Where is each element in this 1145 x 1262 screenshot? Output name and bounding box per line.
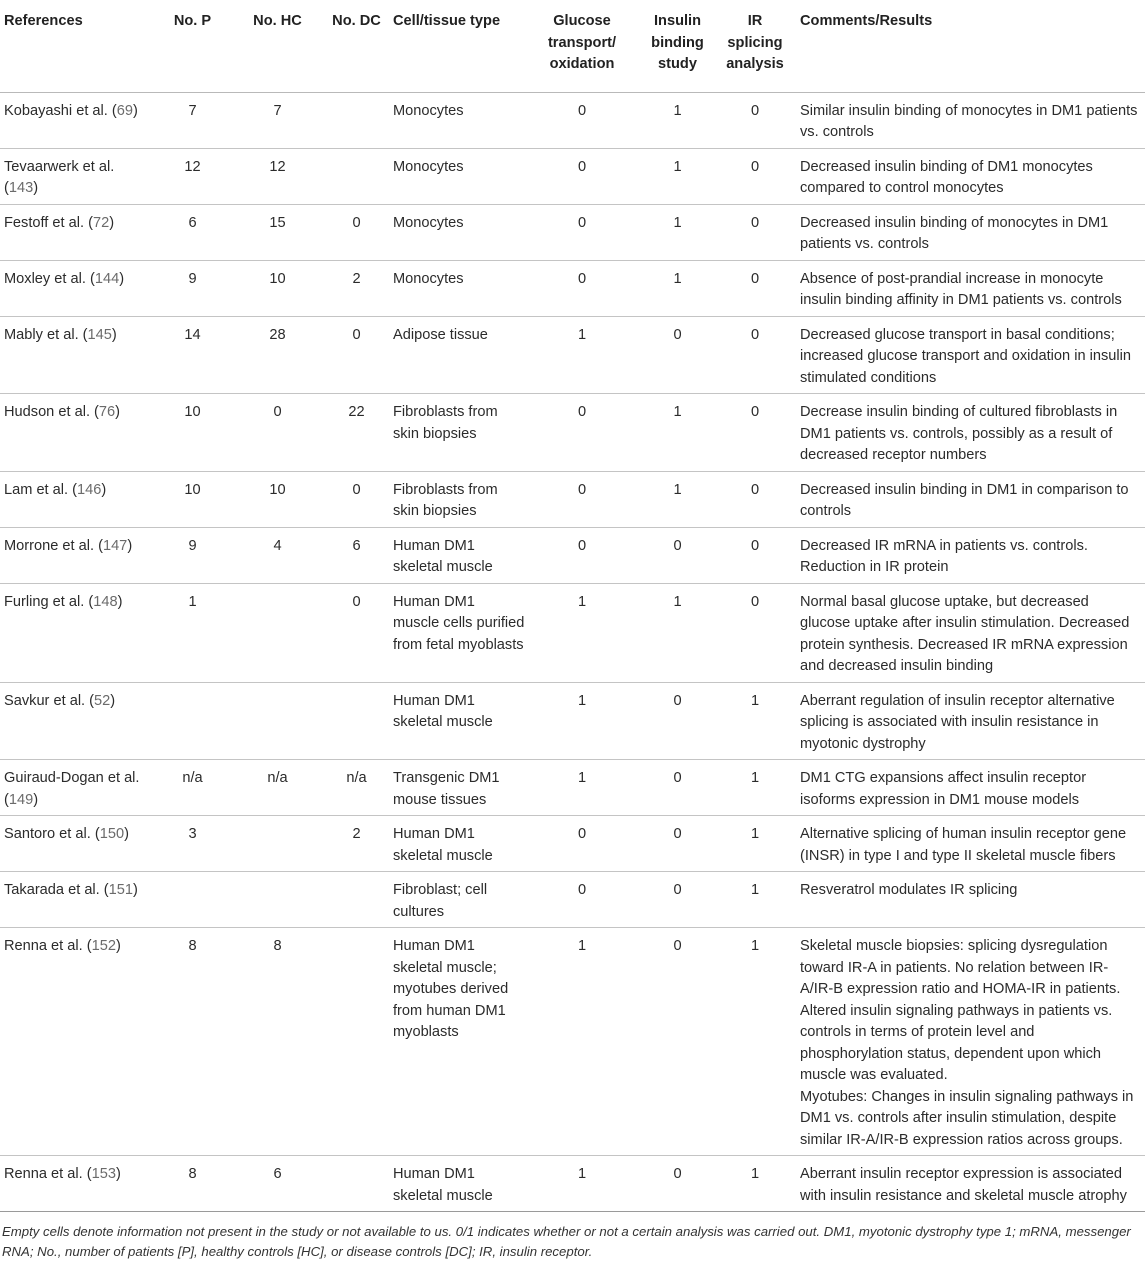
header-references: References [0, 0, 150, 92]
cell-reference [0, 816, 150, 872]
cell-glucose: 1 [533, 583, 631, 682]
comment-text-continued: Myotubes: Changes in insulin signaling pathways in DM1 vs. controls after insulin stimulation, despite similar IR-A/IR-B expression ratios across groups. [800, 1088, 1134, 1148]
reference-paren: ) [124, 826, 129, 842]
reference-paren: ) [127, 537, 133, 554]
citation-link[interactable]: 144 [94, 270, 120, 287]
cell-ir-splicing: 1 [724, 928, 786, 1156]
cell-tissue-type: Human DM1 skeletal muscle [393, 1156, 533, 1212]
citation-link[interactable]: 72 [92, 214, 110, 231]
cell-no-dc: 0 [320, 583, 393, 682]
cell-no-dc: 6 [320, 527, 393, 583]
cell-no-p: 6 [150, 204, 235, 260]
table-header-row [0, 0, 1145, 92]
cell-tissue-type: Human DM1 muscle cells purified from fetal myoblasts [393, 583, 533, 682]
cell-comments [786, 148, 1145, 204]
cell-insulin-binding: 1 [631, 148, 724, 204]
table-row [0, 928, 1145, 1156]
citation-link[interactable]: 149 [8, 791, 34, 808]
cell-comments [786, 583, 1145, 682]
cell-insulin-binding: 1 [631, 583, 724, 682]
comment-text: Alternative splicing of human insulin receptor gene (INSR) in type I and type II skeletal muscle fibers [800, 826, 1127, 864]
cell-no-dc: 0 [320, 471, 393, 527]
cell-glucose: 1 [533, 760, 631, 816]
comment-text: Similar insulin binding of monocytes in DM1 patients vs. controls [800, 102, 1138, 140]
comment-text: Aberrant regulation of insulin receptor alternative splicing is associated with insulin resistance in myotonic dystrophy [800, 692, 1115, 752]
citation-link[interactable]: 148 [93, 593, 118, 610]
cell-reference [0, 316, 150, 394]
table-row [0, 260, 1145, 316]
cell-tissue-type: Human DM1 skeletal muscle [393, 527, 533, 583]
cell-glucose: 0 [533, 148, 631, 204]
cell-insulin-binding: 0 [631, 872, 724, 928]
cell-comments [786, 204, 1145, 260]
cell-insulin-binding: 1 [631, 471, 724, 527]
cell-glucose: 1 [533, 682, 631, 760]
reference-paren: ) [119, 270, 125, 287]
cell-reference [0, 204, 150, 260]
cell-reference [0, 148, 150, 204]
comment-text: DM1 CTG expansions affect insulin receptor isoforms expression in DM1 mouse models [800, 770, 1087, 808]
header-no-p: No. P [150, 0, 235, 92]
cell-no-hc: 6 [235, 1156, 320, 1212]
cell-no-p: 8 [150, 928, 235, 1156]
cell-insulin-binding: 0 [631, 760, 724, 816]
cell-comments [786, 471, 1145, 527]
reference-paren: ) [111, 326, 117, 343]
cell-no-hc [235, 816, 320, 872]
cell-no-dc [320, 148, 393, 204]
reference-authors: Hudson et al. ( [4, 404, 99, 420]
comment-text: Decreased insulin binding in DM1 in comparison to controls [800, 481, 1129, 519]
cell-no-p: 10 [150, 471, 235, 527]
cell-tissue-type: Fibroblasts from skin biopsies [393, 394, 533, 472]
cell-no-dc: 0 [320, 316, 393, 394]
cell-no-p: n/a [150, 760, 235, 816]
reference-paren: ) [117, 593, 123, 610]
cell-glucose: 0 [533, 394, 631, 472]
cell-no-dc: 0 [320, 204, 393, 260]
cell-no-dc: 2 [320, 260, 393, 316]
cell-no-dc: 2 [320, 816, 393, 872]
table-row [0, 316, 1145, 394]
cell-ir-splicing: 0 [724, 316, 786, 394]
reference-paren: ) [101, 481, 107, 498]
cell-ir-splicing: 0 [724, 471, 786, 527]
cell-no-hc [235, 872, 320, 928]
table-row [0, 760, 1145, 816]
reference-authors: Kobayashi et al. ( [4, 102, 117, 119]
cell-comments [786, 260, 1145, 316]
cell-ir-splicing: 0 [724, 148, 786, 204]
header-no-hc: No. HC [235, 0, 320, 92]
comment-text: Normal basal glucose uptake, but decreased glucose uptake after insulin stimulation. Decreased protein synthesis. Decreased IR mRNA expression and decreased insulin binding [800, 593, 1130, 674]
cell-tissue-type: Human DM1 skeletal muscle [393, 816, 533, 872]
cell-tissue-type: Monocytes [393, 92, 533, 148]
cell-reference [0, 471, 150, 527]
comment-text: Decreased IR mRNA in patients vs. controls. Reduction in IR protein [800, 537, 1088, 575]
reference-paren: ) [133, 102, 138, 119]
cell-no-hc [235, 583, 320, 682]
reference-paren: ) [109, 214, 115, 231]
cell-no-p: 3 [150, 816, 235, 872]
cell-glucose: 0 [533, 527, 631, 583]
reference-paren: ) [33, 791, 39, 808]
reference-authors: Takarada et al. ( [4, 882, 109, 898]
cell-reference [0, 760, 150, 816]
citation-link[interactable]: 151 [108, 882, 134, 898]
reference-paren: ) [115, 1166, 121, 1182]
cell-no-dc [320, 682, 393, 760]
cell-tissue-type: Monocytes [393, 204, 533, 260]
cell-glucose: 0 [533, 204, 631, 260]
cell-no-dc [320, 92, 393, 148]
cell-reference [0, 682, 150, 760]
reference-authors: Guiraud-Dogan et al. ( [4, 770, 140, 808]
cell-ir-splicing: 0 [724, 527, 786, 583]
cell-no-hc: 0 [235, 394, 320, 472]
cell-no-hc: 7 [235, 92, 320, 148]
cell-no-dc: n/a [320, 760, 393, 816]
cell-ir-splicing: 0 [724, 92, 786, 148]
cell-no-p: 8 [150, 1156, 235, 1212]
cell-insulin-binding: 1 [631, 394, 724, 472]
cell-reference [0, 260, 150, 316]
cell-no-p [150, 872, 235, 928]
citation-link[interactable]: 76 [98, 404, 116, 420]
reference-paren: ) [133, 882, 138, 898]
citation-link[interactable]: 145 [87, 326, 112, 343]
reference-authors: Santoro et al. ( [4, 826, 100, 842]
cell-ir-splicing: 0 [724, 260, 786, 316]
cell-no-hc: n/a [235, 760, 320, 816]
cell-comments [786, 682, 1145, 760]
reference-authors: Morrone et al. ( [4, 537, 103, 554]
cell-reference [0, 583, 150, 682]
comment-text: Skeletal muscle biopsies: splicing dysregulation toward IR-A in patients. No relation between IR-A/IR-B expression ratio and HOMA-IR in patients. Altered insulin signaling pathways in patients vs. controls in terms of protein level and phosphorylation status, dependent upon which muscle was evaluated. [800, 938, 1121, 1083]
table-body [0, 92, 1145, 1212]
cell-no-p [150, 682, 235, 760]
table-footnote: Empty cells denote information not present in the study or not available to us. 0/1 indicates whether or not a certain analysis was carried out. DM1, myotonic dystrophy type 1; mRNA, messenger RNA; No., number of patients [P], healthy controls [HC], or disease controls [DC]; IR, insulin receptor. [2, 1224, 1131, 1259]
reference-authors: Mably et al. ( [4, 326, 88, 343]
cell-tissue-type: Adipose tissue [393, 316, 533, 394]
cell-ir-splicing: 0 [724, 204, 786, 260]
cell-reference [0, 928, 150, 1156]
cell-comments [786, 1156, 1145, 1212]
cell-comments [786, 394, 1145, 472]
cell-ir-splicing: 0 [724, 394, 786, 472]
cell-insulin-binding: 1 [631, 204, 724, 260]
cell-ir-splicing: 1 [724, 760, 786, 816]
table-row [0, 394, 1145, 472]
citation-link[interactable]: 152 [91, 938, 116, 954]
cell-glucose: 0 [533, 260, 631, 316]
cell-no-p: 9 [150, 527, 235, 583]
cell-no-p: 9 [150, 260, 235, 316]
cell-glucose: 1 [533, 1156, 631, 1212]
cell-no-dc: 22 [320, 394, 393, 472]
cell-no-dc [320, 928, 393, 1156]
cell-tissue-type: Monocytes [393, 260, 533, 316]
header-insulin: Insulin binding study [631, 0, 724, 92]
cell-reference [0, 394, 150, 472]
cell-insulin-binding: 0 [631, 1156, 724, 1212]
comment-text: Aberrant insulin receptor expression is associated with insulin resistance and skeletal muscle atrophy [800, 1166, 1127, 1204]
cell-ir-splicing: 0 [724, 583, 786, 682]
reference-authors: Tevaarwerk et al. ( [4, 158, 115, 196]
citation-link[interactable]: 150 [99, 826, 125, 842]
cell-comments [786, 928, 1145, 1156]
cell-comments [786, 92, 1145, 148]
table-row [0, 92, 1145, 148]
cell-ir-splicing: 1 [724, 1156, 786, 1212]
cell-reference [0, 527, 150, 583]
cell-no-hc: 8 [235, 928, 320, 1156]
cell-insulin-binding: 1 [631, 92, 724, 148]
cell-insulin-binding: 0 [631, 928, 724, 1156]
cell-reference [0, 872, 150, 928]
cell-insulin-binding: 0 [631, 527, 724, 583]
cell-glucose: 0 [533, 471, 631, 527]
table-row [0, 872, 1145, 928]
comment-text: Decrease insulin binding of cultured fibroblasts in DM1 patients vs. controls, possibly as a result of decreased receptor numbers [800, 404, 1118, 463]
header-comments: Comments/Results [786, 0, 1145, 92]
comment-text: Resveratrol modulates IR splicing [800, 882, 1018, 898]
table-row [0, 583, 1145, 682]
cell-glucose: 0 [533, 872, 631, 928]
cell-no-hc: 10 [235, 471, 320, 527]
reference-paren: ) [115, 404, 121, 420]
comment-text: Decreased insulin binding of DM1 monocytes compared to control monocytes [800, 158, 1093, 196]
table-row [0, 816, 1145, 872]
table-row [0, 471, 1145, 527]
cell-no-dc [320, 1156, 393, 1212]
cell-tissue-type: Fibroblasts from skin biopsies [393, 471, 533, 527]
cell-no-p: 1 [150, 583, 235, 682]
cell-tissue-type: Transgenic DM1 mouse tissues [393, 760, 533, 816]
table-row [0, 682, 1145, 760]
cell-no-hc: 15 [235, 204, 320, 260]
reference-authors: Savkur et al. ( [4, 692, 95, 709]
cell-tissue-type: Human DM1 skeletal muscle; myotubes derived from human DM1 myoblasts [393, 928, 533, 1156]
cell-comments [786, 316, 1145, 394]
table-row [0, 204, 1145, 260]
cell-no-p: 7 [150, 92, 235, 148]
cell-glucose: 0 [533, 92, 631, 148]
cell-tissue-type: Monocytes [393, 148, 533, 204]
reference-paren: ) [33, 180, 39, 196]
reference-authors: Renna et al. ( [4, 1166, 92, 1182]
header-cell-type: Cell/tissue type [393, 0, 533, 92]
cell-no-hc: 12 [235, 148, 320, 204]
table-row [0, 527, 1145, 583]
cell-tissue-type: Fibroblast; cell cultures [393, 872, 533, 928]
comment-text: Decreased glucose transport in basal conditions; increased glucose transport and oxidation in insulin stimulated conditions [800, 326, 1131, 386]
comment-text: Absence of post-prandial increase in monocyte insulin binding affinity in DM1 patients vs. controls [800, 270, 1122, 308]
cell-no-hc: 4 [235, 527, 320, 583]
cell-comments [786, 527, 1145, 583]
cell-no-hc: 10 [235, 260, 320, 316]
reference-paren: ) [110, 692, 116, 709]
cell-reference [0, 92, 150, 148]
cell-reference [0, 1156, 150, 1212]
table-row [0, 1156, 1145, 1212]
reference-paren: ) [115, 938, 121, 954]
citation-link[interactable]: 52 [94, 692, 111, 709]
cell-tissue-type: Human DM1 skeletal muscle [393, 682, 533, 760]
cell-glucose: 1 [533, 928, 631, 1156]
cell-ir-splicing: 1 [724, 872, 786, 928]
cell-ir-splicing: 1 [724, 816, 786, 872]
cell-comments [786, 872, 1145, 928]
comment-text: Decreased insulin binding of monocytes in DM1 patients vs. controls [800, 214, 1109, 252]
cell-no-hc [235, 682, 320, 760]
cell-no-p: 14 [150, 316, 235, 394]
cell-insulin-binding: 0 [631, 682, 724, 760]
citation-link[interactable]: 146 [77, 481, 102, 498]
reference-authors: Lam et al. ( [4, 481, 77, 498]
reference-authors: Moxley et al. ( [4, 270, 95, 287]
cell-no-dc [320, 872, 393, 928]
cell-glucose: 0 [533, 816, 631, 872]
cell-no-p: 10 [150, 394, 235, 472]
cell-no-p: 12 [150, 148, 235, 204]
cell-insulin-binding: 0 [631, 316, 724, 394]
citation-link[interactable]: 147 [102, 537, 128, 554]
cell-comments [786, 816, 1145, 872]
header-ir-splicing: IR splicing analysis [724, 0, 786, 92]
cell-insulin-binding: 0 [631, 816, 724, 872]
table-row [0, 148, 1145, 204]
citation-link[interactable]: 69 [116, 102, 133, 119]
citation-link[interactable]: 143 [8, 180, 34, 196]
citation-link[interactable]: 153 [91, 1166, 116, 1182]
cell-glucose: 1 [533, 316, 631, 394]
reference-authors: Festoff et al. ( [4, 214, 93, 231]
cell-no-hc: 28 [235, 316, 320, 394]
header-no-dc: No. DC [320, 0, 393, 92]
cell-ir-splicing: 1 [724, 682, 786, 760]
cell-comments [786, 760, 1145, 816]
reference-authors: Renna et al. ( [4, 938, 92, 954]
reference-authors: Furling et al. ( [4, 593, 94, 610]
header-glucose: Glucose transport/ oxidation [533, 0, 631, 92]
cell-insulin-binding: 1 [631, 260, 724, 316]
